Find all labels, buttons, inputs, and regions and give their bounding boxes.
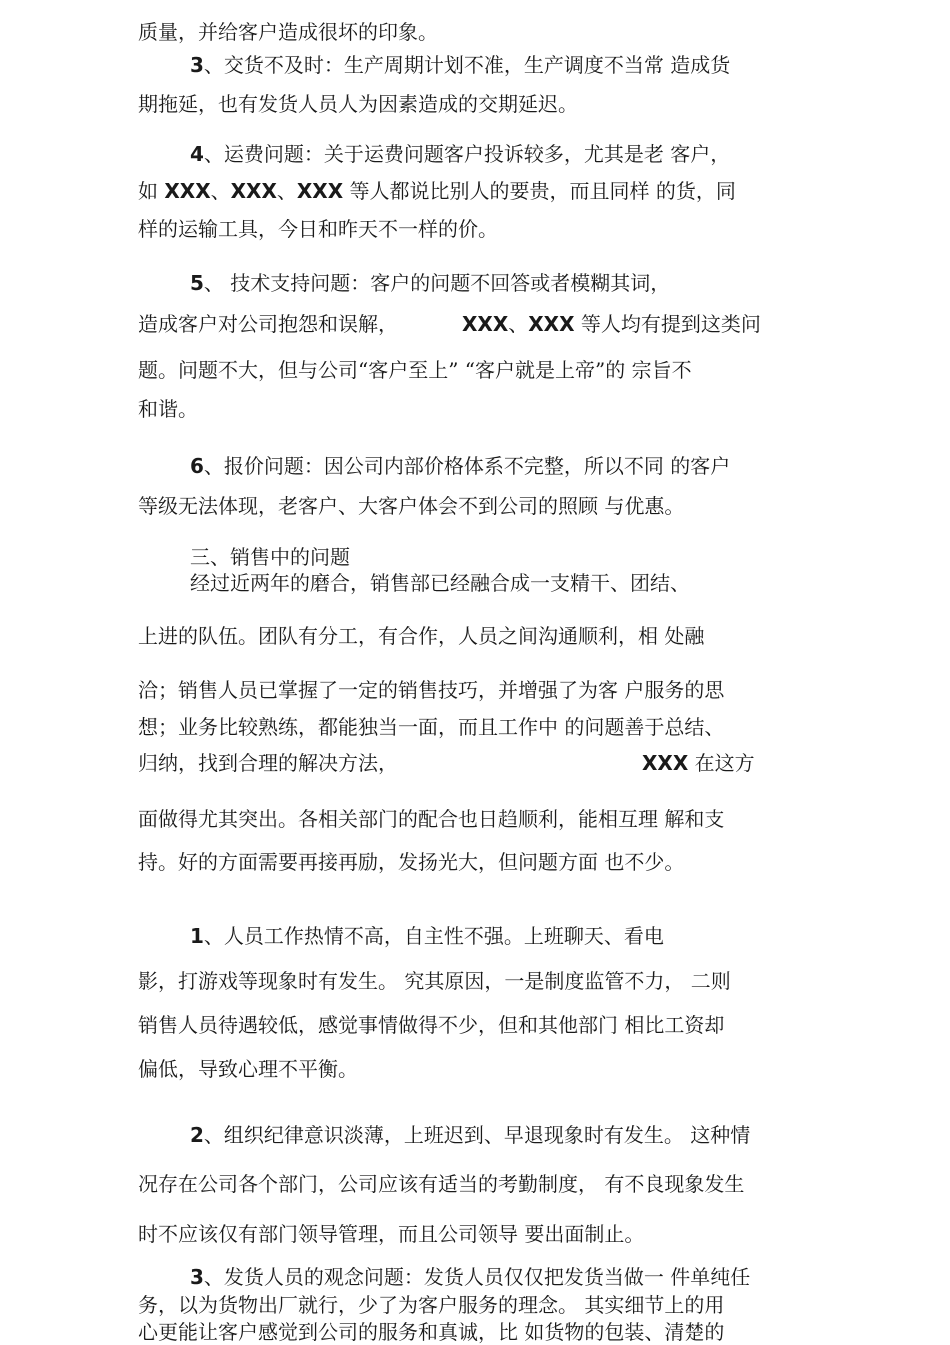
- text-span: 、: [276, 179, 297, 203]
- text-span: 、人员工作热情不高，自主性不强。上班聊天、看电: [203, 924, 664, 948]
- list-item-line: [190, 271, 670, 295]
- text-line: [138, 751, 755, 775]
- text-span: 、报价问题：因公司内部价格体系不完整，所以不同 的客户: [203, 454, 731, 478]
- text-line: 面做得尤其突出。各相关部门的配合也日趋顺利，能相互理 解和支: [138, 807, 725, 831]
- text-span: 如: [138, 179, 165, 203]
- text-line: 等级无法体现，老客户、大客户体会不到公司的照顾 与优惠。: [138, 494, 685, 518]
- text-line: 销售人员待遇较低，感觉事情做得不少，但和其他部门 相比工资却: [138, 1013, 725, 1037]
- text-span: 等人均有提到这类问: [574, 312, 761, 336]
- text-span: 、发货人员的观念问题：发货人员仅仅把发货当做一 件单纯任: [203, 1265, 751, 1289]
- text-line: 时不应该仅有部门领导管理，而且公司领导 要出面制止。: [138, 1222, 645, 1246]
- text-span: 在这方: [688, 751, 755, 775]
- list-number: 1: [190, 924, 204, 948]
- redacted-name: XXX: [528, 312, 575, 336]
- text-span: 、: [508, 312, 529, 336]
- text-span: 等人都说比别人的要贵，而且同样 的货，同: [343, 179, 736, 203]
- list-item-line: [190, 1123, 750, 1147]
- text-line: 上进的队伍。团队有分工，有合作，人员之间沟通顺利，相 处融: [138, 624, 705, 648]
- text-span: 、组织纪律意识淡薄，上班迟到、早退现象时有发生。 这种情: [203, 1123, 751, 1147]
- text-line: 持。好的方面需要再接再励，发扬光大，但问题方面 也不少。: [138, 850, 685, 874]
- list-number: 3: [190, 1265, 204, 1289]
- text-line: 影，打游戏等现象时有发生。 究其原因，一是制度监管不力， 二则: [138, 969, 731, 993]
- redacted-name: XXX: [462, 312, 509, 336]
- list-item-line: [190, 454, 730, 478]
- text-span: 、交货不及时：生产周期计划不准，生产调度不当常 造成货: [203, 53, 731, 77]
- text-span: 造成客户对公司抱怨和误解，: [138, 312, 398, 336]
- text-line: 经过近两年的磨合，销售部已经融合成一支精干、团结、: [190, 571, 690, 595]
- text-span: 、运费问题：关于运费问题客户投诉较多，尤其是老 客户，: [203, 142, 731, 166]
- redacted-name: XXX: [230, 179, 277, 203]
- list-number: 5: [190, 271, 204, 295]
- redacted-name: XXX: [164, 179, 211, 203]
- text-line: 和谐。: [138, 397, 198, 421]
- text-line: 质量，并给客户造成很坏的印象。: [138, 20, 438, 44]
- text-line: 期拖延，也有发货人员人为因素造成的交期延迟。: [138, 92, 578, 116]
- list-number: 4: [190, 142, 204, 166]
- redacted-name: XXX: [296, 179, 344, 203]
- list-item-line: [190, 1265, 750, 1289]
- text-line: 样的运输工具，今日和昨天不一样的价。: [138, 217, 498, 241]
- text-span: 、 技术支持问题：客户的问题不回答或者模糊其词，: [203, 271, 671, 295]
- text-line: 题。问题不大，但与公司“客户至上” “客户就是上帝”的 宗旨不: [138, 358, 692, 382]
- text-line: [138, 179, 736, 203]
- list-item-line: [190, 53, 730, 77]
- list-item-line: [190, 142, 730, 166]
- text-line: 况存在公司各个部门，公司应该有适当的考勤制度， 有不良现象发生: [138, 1172, 745, 1196]
- text-span: 归纳，找到合理的解决方法，: [138, 751, 398, 775]
- list-number: 6: [190, 454, 204, 478]
- list-number: 3: [190, 53, 204, 77]
- text-line: [138, 312, 761, 336]
- text-line: 洽；销售人员已掌握了一定的销售技巧，并增强了为客 户服务的思: [138, 678, 725, 702]
- text-line: 想；业务比较熟练，都能独当一面，而且工作中 的问题善于总结、: [138, 715, 725, 739]
- list-item-line: [190, 924, 664, 948]
- text-line: 务，以为货物出厂就行，少了为客户服务的理念。 其实细节上的用: [138, 1293, 725, 1317]
- list-number: 2: [190, 1123, 204, 1147]
- text-line: 心更能让客户感觉到公司的服务和真诚，比 如货物的包装、清楚的: [138, 1320, 725, 1344]
- text-line: 偏低，导致心理不平衡。: [138, 1057, 358, 1081]
- redacted-name: XXX: [642, 751, 689, 775]
- section-heading: 三、销售中的问题: [190, 545, 350, 569]
- text-span: 、: [210, 179, 231, 203]
